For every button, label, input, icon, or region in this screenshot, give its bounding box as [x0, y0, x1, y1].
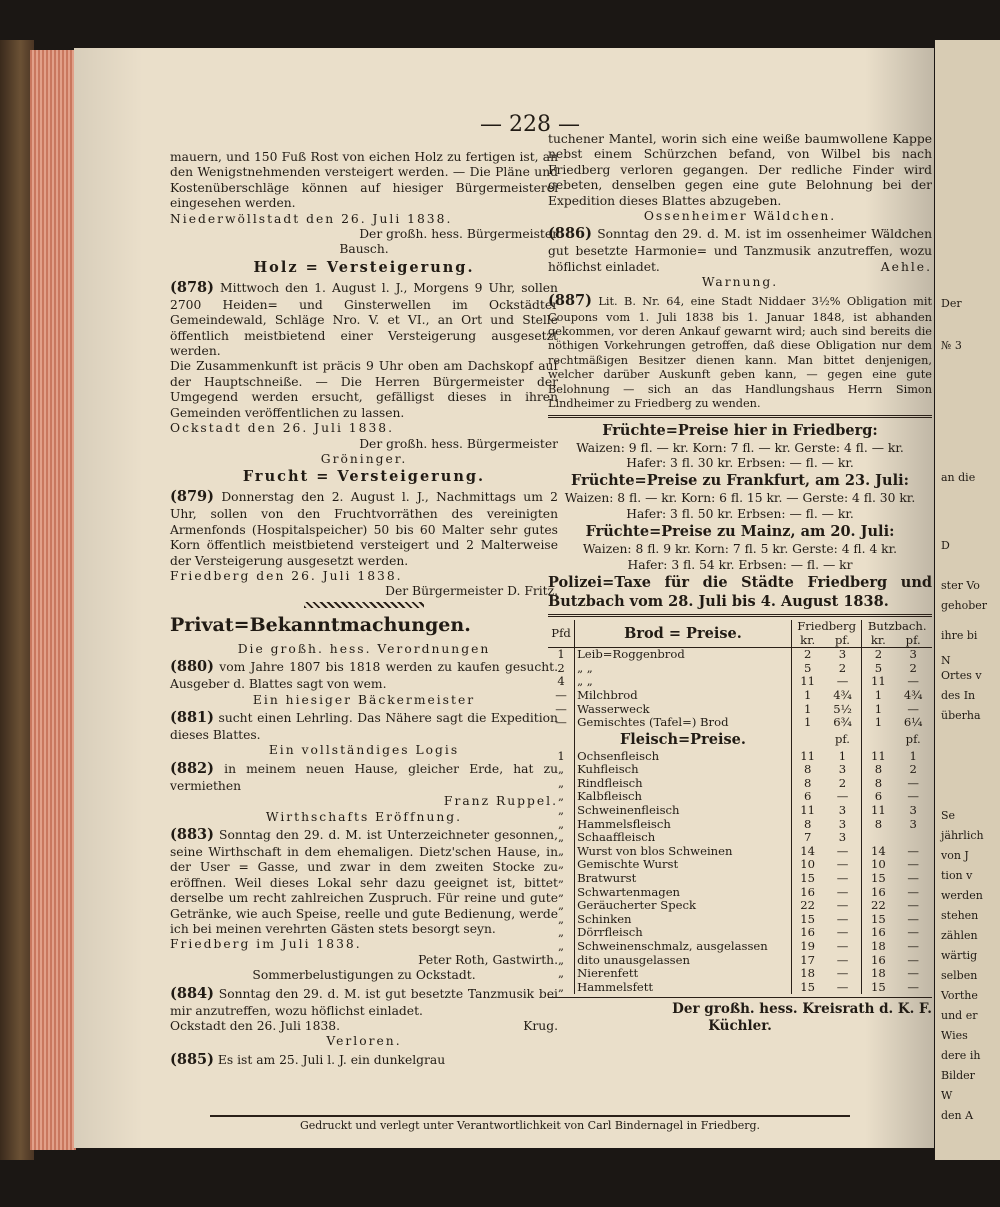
cell-friedberg-kr: 15 — [791, 913, 823, 927]
facing-page-text: W — [941, 1089, 953, 1102]
cell-item: Schweinenfleisch — [575, 804, 792, 818]
cell-item: Wasserweck — [575, 703, 792, 717]
cell-butzbach-pf: 3 — [909, 816, 917, 831]
notice-heading: Die großh. hess. Verordnungen — [237, 641, 491, 656]
unit-cell — [791, 730, 823, 750]
notice-text: Donnerstag den 2. August l. J., Nachmittags um 2 Uhr, sollen von den Fruchtvorräthen des vereinigten Armenfonds (Hospitalspeicher) 50 bis 60 Malter sehr gutes Korn öffentlich meistbietend versteigert und 2 Malterweise der Versteigerung ausgesetzt werden. — [170, 490, 558, 568]
table-row — [548, 831, 932, 845]
table-row — [548, 899, 932, 913]
cell-friedberg-kr: 18 — [791, 967, 823, 981]
cell-item: Schinken — [575, 913, 792, 927]
col-kr: kr. — [791, 634, 823, 648]
cell-item: Ochsenfleisch — [575, 750, 792, 764]
cell-friedberg-kr: 11 — [791, 675, 823, 689]
cell-butzbach-kr — [862, 831, 894, 845]
notice-882 — [170, 759, 558, 794]
col-brod: Brod = Preise. — [575, 620, 792, 648]
cell-item: Hammelsfett — [575, 981, 792, 995]
facing-page-text: von J — [941, 849, 969, 862]
price-heading: Früchte=Preise zu Frankfurt, am 23. Juli: — [571, 472, 909, 490]
unit-cell: pf. — [835, 731, 850, 746]
signature: Der großh. hess. Bürgermeister — [359, 227, 558, 242]
col-pfd: Pfd — [548, 620, 575, 648]
cell-pfd: „ — [558, 911, 565, 926]
facing-page-text: dere ih — [941, 1049, 981, 1062]
price-table — [548, 620, 932, 994]
cell-item: Dörrfleisch — [575, 926, 792, 940]
paragraph: tuchener Mantel, worin sich eine weiße baumwollene Kappe nebst einem Schürzchen befand, von Wilbel bis nach Friedberg verloren gegangen. Der redliche Finder wird gebeten, denselben gegen eine gute Belohnung bei der Expedition dieses Blattes abzugeben. — [548, 132, 932, 208]
notice-886 — [548, 224, 932, 275]
signature: Der Bürgermeister D. Fritz. — [385, 584, 558, 599]
cell-item: Schweinenschmalz, ausgelassen — [575, 940, 792, 954]
cell-pfd: — — [555, 715, 567, 730]
section-heading: Verloren. — [326, 1034, 402, 1049]
cell-butzbach-pf — [894, 831, 932, 845]
tax-heading: Polizei=Taxe für die Städte Friedberg und Butzbach vom 28. Juli bis 4. August 1838. — [548, 573, 932, 610]
place-date: Friedberg im Juli 1838. — [170, 937, 362, 952]
facing-page-text: ihre bi — [941, 629, 978, 642]
notice-text: Es ist am 25. Juli l. J. ein dunkelgrau — [217, 1052, 446, 1067]
price-heading: Früchte=Preise zu Mainz, am 20. Juli: — [585, 523, 895, 541]
cell-butzbach-kr: 8 — [862, 818, 894, 832]
cell-friedberg-kr: 10 — [791, 858, 823, 872]
cell-butzbach-pf: 6¼ — [903, 715, 923, 730]
notice-883 — [170, 825, 558, 937]
cell-pfd: „ — [558, 816, 565, 831]
divider — [548, 997, 932, 998]
notice-number: (880) — [170, 658, 214, 676]
cell-friedberg-kr: 1 — [791, 703, 823, 717]
signature-name: Aehle. — [880, 259, 932, 274]
facing-page-text: № 3 — [941, 339, 962, 352]
signature-name: Franz Ruppel. — [443, 794, 558, 809]
place-date: Ockstadt den 26. Juli 1838. — [170, 421, 394, 436]
cell-friedberg-kr: 1 — [791, 716, 823, 730]
cell-butzbach-kr: 16 — [862, 886, 894, 900]
cell-item: Milchbrod — [575, 689, 792, 703]
cell-item: Rindfleisch — [575, 777, 792, 791]
notice-text: Lit. B. Nr. 64, eine Stadt Niddaer 3½% Obligation mit Coupons vom 1. Juli 1838 bis 1. Januar 1848, ist abhanden gekommen, vor deren Ankauf gewarnt wird; auch sind bereits die nöthigen Vorkehrungen getroffen, daß diese Obligation nur dem rechtmäßigen Besitzer dienen kann. Man bittet denjenigen, welcher darüber Auskunft geben kann, — gegen eine gute Belohnung — sich an das Handlungshaus Herrn Simon Lindheimer zu Friedberg zu wenden. — [548, 294, 932, 411]
notice-text: Sonntag den 29. d. M. ist gut besetzte Tanzmusik bei mir anzutreffen, wozu höflichst einladet. — [170, 986, 558, 1018]
page-number: — 228 — — [480, 112, 580, 137]
table-row — [548, 818, 932, 832]
price-line: Waizen: 8 fl. 9 kr. Korn: 7 fl. 5 kr. Gerste: 4 fl. 4 kr. — [582, 542, 898, 557]
cell-friedberg-pf: 3 — [838, 816, 847, 831]
cell-item: dito unausgelassen — [575, 954, 792, 968]
notice-885 — [170, 1050, 558, 1070]
meat-rows — [548, 730, 932, 995]
facing-page-text: N — [941, 654, 951, 667]
unit-cell — [862, 730, 894, 750]
cell-butzbach-kr: 16 — [862, 926, 894, 940]
price-line: Waizen: 9 fl. — kr. Korn: 7 fl. — kr. Gerste: 4 fl. — kr. — [576, 440, 904, 455]
cell-friedberg-kr: 16 — [791, 926, 823, 940]
cell-item: Gemischtes (Tafel=) Brod — [575, 716, 792, 730]
col-butzbach: Butzbach. — [862, 620, 932, 634]
table-row — [548, 886, 932, 900]
cell-butzbach-pf: — — [907, 789, 919, 804]
table-row — [548, 763, 932, 777]
col-pf: pf. — [894, 634, 932, 648]
cell-butzbach-kr: 16 — [862, 954, 894, 968]
cell-friedberg-kr: 19 — [791, 940, 823, 954]
table-row — [548, 648, 932, 662]
table-row — [548, 703, 932, 717]
facing-page-text: und er — [941, 1009, 978, 1022]
cell-friedberg-kr: 1 — [791, 689, 823, 703]
table-row — [548, 662, 932, 676]
subsection-row — [548, 730, 932, 750]
paragraph: Die Zusammenkunft ist präcis 9 Uhr oben am Dachskopf auf der Hauptschneiße. — Die Herren Bürgermeister der Umgegend werden ersucht, gefälligst dieses in ihren Gemeinden veröffentlichen zu lassen. — [170, 359, 558, 420]
facing-page-text: tion v — [941, 869, 973, 882]
notice-text: Sonntag den 29. d. M. ist Unterzeichneter gesonnen, seine Wirthschaft in dem ehemaligen. Dietz'schen Hause, in der User = Gasse, und zwar in dem zweiten Stocke zu eröffnen. Weil dieses Lokal sehr dazu geeignet ist, bittet derselbe um recht zahlreichen Zuspruch. Für reine und gute Getränke, wie auch Speise, reelle und gute Bedienung, werde ich bei meinen verehrten Gästen stets besorgt seyn. — [170, 828, 558, 937]
table-row — [548, 790, 932, 804]
divider — [548, 614, 932, 617]
table-row — [548, 716, 932, 730]
cell-pfd: „ — [558, 952, 565, 967]
notice-884 — [170, 984, 558, 1019]
cell-friedberg-kr: 17 — [791, 954, 823, 968]
table-row — [548, 845, 932, 859]
cell-butzbach-pf: — — [907, 843, 919, 858]
cell-pfd: „ — [558, 762, 565, 777]
cell-friedberg-kr: 5 — [791, 662, 823, 676]
notice-881 — [170, 708, 558, 743]
table-row — [548, 750, 932, 764]
notice-text: Mittwoch den 1. August l. J., Morgens 9 Uhr, sollen 2700 Heiden= und Ginsterwellen im Ockstädter Gemeindewald, Schläge Nro. V. et VI., an Ort und Stelle öffentlich meistbietend einer Versteigerung ausgesetzt werden. — [170, 280, 558, 359]
notice-number: (883) — [170, 826, 214, 843]
facing-page-text: Wies — [941, 1029, 968, 1042]
section-heading: Warnung. — [701, 275, 779, 290]
cell-friedberg-kr: 11 — [791, 750, 823, 764]
cell-item: Hammelsfleisch — [575, 818, 792, 832]
cell-butzbach-kr: 8 — [862, 777, 894, 791]
cell-item: Wurst von blos Schweinen — [575, 845, 792, 859]
table-row — [548, 913, 932, 927]
cell-item: Schwartenmagen — [575, 886, 792, 900]
price-line: Hafer: 3 fl. 50 kr. Erbsen: — fl. — kr. — [626, 506, 854, 521]
table-row — [548, 967, 932, 981]
facing-page-text: stehen — [941, 909, 979, 922]
facing-page-text: jährlich — [941, 829, 984, 842]
table-row — [548, 689, 932, 703]
facing-page-text: D — [941, 539, 950, 552]
cell-friedberg-pf: — — [836, 952, 849, 967]
table-row — [548, 872, 932, 886]
cell-friedberg-pf: 4¾ — [833, 687, 852, 702]
cell-friedberg-pf: — — [836, 966, 849, 981]
section-heading: Holz = Versteigerung. — [253, 258, 475, 276]
facing-page-text: zählen — [941, 929, 978, 942]
facing-page-text: wärtig — [941, 949, 978, 962]
cell-butzbach-pf: 3 — [909, 647, 917, 662]
cell-pfd: 1 — [557, 647, 565, 662]
cell-butzbach-kr: 14 — [862, 845, 894, 859]
cell-butzbach-pf: 2 — [909, 762, 917, 777]
table-row — [548, 804, 932, 818]
cell-butzbach-pf: — — [907, 966, 919, 981]
notice-number: (882) — [170, 759, 214, 777]
cell-pfd: „ — [558, 775, 565, 790]
notice-text: sucht einen Lehrling. Das Nähere sagt die Expedition dieses Blattes. — [170, 710, 558, 742]
cell-friedberg-pf: 5½ — [833, 701, 852, 716]
facing-page-text: Ortes v — [941, 669, 982, 682]
cell-butzbach-pf: 4¾ — [903, 687, 923, 702]
facing-page-text: selben — [941, 969, 978, 982]
cell-friedberg-pf: 3 — [838, 830, 847, 845]
cell-friedberg-pf: — — [836, 898, 849, 913]
imprint-footer: Gedruckt und verlegt unter Verantwortlichkeit von Carl Bindernagel in Friedberg. — [210, 1115, 850, 1132]
cell-friedberg-kr: 7 — [791, 831, 823, 845]
cell-friedberg-kr: 15 — [791, 872, 823, 886]
cell-butzbach-pf: — — [907, 925, 919, 940]
cell-friedberg-pf: 3 — [838, 762, 847, 777]
facing-page-text: werden — [941, 889, 983, 902]
right-column — [548, 132, 932, 1035]
signature-name: Krug. — [523, 1019, 558, 1034]
section-heading: Frucht = Versteigerung. — [242, 468, 486, 486]
cell-butzbach-kr: 1 — [862, 716, 894, 730]
notice-879 — [170, 487, 558, 569]
cell-pfd: „ — [558, 871, 565, 886]
facing-page-text: gehober — [941, 599, 988, 612]
cell-butzbach-pf: 2 — [909, 660, 917, 675]
place-date-signature — [170, 1019, 558, 1034]
cell-friedberg-kr: 8 — [791, 763, 823, 777]
notice-number: (881) — [170, 708, 214, 726]
cell-butzbach-kr: 1 — [862, 689, 894, 703]
cell-butzbach-pf: — — [907, 911, 919, 926]
col-kr: kr. — [862, 634, 894, 648]
cell-pfd: „ — [558, 898, 565, 913]
table-row — [548, 954, 932, 968]
cell-butzbach-kr: 8 — [862, 763, 894, 777]
cell-butzbach-kr: 22 — [862, 899, 894, 913]
facing-page-text: des In — [941, 689, 976, 702]
table-header-row — [548, 620, 932, 634]
price-heading: Früchte=Preise hier in Friedberg: — [602, 421, 878, 439]
cell-friedberg-pf: 2 — [838, 775, 847, 790]
facing-page-fragment — [935, 40, 1000, 1160]
ornamental-divider — [304, 602, 424, 608]
cell-friedberg-kr: 2 — [791, 648, 823, 662]
notice-880 — [170, 657, 558, 692]
cell-pfd: „ — [558, 939, 565, 953]
cell-butzbach-kr: 11 — [862, 750, 894, 764]
cell-item: Bratwurst — [575, 872, 792, 886]
cell-friedberg-pf: 3 — [838, 803, 847, 818]
price-line: Hafer: 3 fl. 30 kr. Erbsen: — fl. — kr. — [626, 455, 854, 470]
spacer-cell — [548, 730, 575, 750]
cell-butzbach-pf: — — [907, 775, 919, 790]
cell-friedberg-pf: 1 — [838, 748, 847, 763]
signature-name: Küchler. — [708, 1018, 772, 1035]
cell-butzbach-pf: — — [907, 871, 919, 886]
cell-butzbach-pf: — — [907, 857, 919, 872]
cell-butzbach-pf: — — [907, 952, 919, 967]
price-line: Waizen: 8 fl. — kr. Korn: 6 fl. 15 kr. — Gerste: 4 fl. 30 kr. — [564, 491, 916, 506]
cell-butzbach-kr: 18 — [862, 940, 894, 954]
cell-butzbach-pf: — — [907, 939, 919, 953]
cell-friedberg-pf: — — [836, 857, 849, 872]
notice-878 — [170, 278, 558, 360]
notice-heading: Ein hiesiger Bäckermeister — [252, 692, 476, 707]
cell-friedberg-kr: 11 — [791, 804, 823, 818]
cell-butzbach-kr: 18 — [862, 967, 894, 981]
notice-887 — [548, 291, 932, 412]
col-friedberg: Friedberg — [791, 620, 862, 634]
cell-friedberg-kr: 14 — [791, 845, 823, 859]
notice-number: (878) — [170, 278, 214, 296]
cell-butzbach-kr: 1 — [862, 703, 894, 717]
cell-butzbach-pf: — — [907, 979, 919, 994]
cell-butzbach-pf: 1 — [909, 748, 917, 763]
notice-number: (886) — [548, 225, 592, 243]
cell-friedberg-pf: — — [836, 979, 849, 994]
signature: Der großh. hess. Bürgermeister — [359, 436, 558, 451]
cell-butzbach-pf: 3 — [909, 803, 917, 818]
cell-friedberg-pf: 2 — [838, 660, 847, 675]
cell-friedberg-pf: — — [836, 884, 849, 899]
cell-butzbach-kr: 6 — [862, 790, 894, 804]
cell-item: „ „ — [575, 675, 792, 689]
signature-name: Gröninger. — [320, 451, 408, 466]
notice-number: (879) — [170, 488, 214, 506]
cell-butzbach-pf: — — [907, 884, 919, 899]
cell-pfd: — — [555, 701, 567, 716]
facing-page-text: Se — [941, 809, 956, 822]
cell-pfd: „ — [558, 979, 565, 994]
notice-number: (887) — [548, 291, 592, 309]
notice-heading: Sommerbelustigungen zu Ockstadt. — [252, 968, 476, 983]
cell-friedberg-pf: — — [836, 789, 849, 804]
cell-pfd: „ — [558, 925, 565, 940]
cell-pfd: 1 — [557, 748, 565, 763]
cell-friedberg-kr: 6 — [791, 790, 823, 804]
bread-rows — [548, 648, 932, 730]
cell-item: Schaaffleisch — [575, 831, 792, 845]
cell-pfd: 2 — [557, 660, 565, 675]
cell-butzbach-pf: — — [907, 898, 919, 913]
col-pf: pf. — [824, 634, 862, 648]
cell-pfd: „ — [558, 966, 565, 981]
cell-item: Gemischte Wurst — [575, 858, 792, 872]
cell-friedberg-pf: — — [836, 939, 849, 953]
cell-friedberg-pf: — — [836, 911, 849, 926]
cell-friedberg-kr: 8 — [791, 818, 823, 832]
book-spine — [0, 40, 34, 1160]
cell-butzbach-pf: — — [907, 701, 919, 716]
cell-friedberg-pf: — — [836, 843, 849, 858]
cell-friedberg-pf: 6¾ — [833, 715, 852, 730]
facing-page-text: den A — [941, 1109, 974, 1122]
section-title: Privat=Bekanntmachungen. — [170, 613, 471, 636]
cell-pfd: „ — [558, 789, 565, 804]
left-column — [170, 150, 558, 1070]
cell-butzbach-kr: 15 — [862, 913, 894, 927]
cell-butzbach-kr: 10 — [862, 858, 894, 872]
facing-page-text: überha — [941, 709, 981, 722]
cell-pfd: „ — [558, 857, 565, 872]
cell-item: Kalbfleisch — [575, 790, 792, 804]
notice-heading: Wirthschafts Eröffnung. — [265, 809, 463, 824]
facing-page-text: Vorthe — [941, 989, 978, 1002]
cell-pfd: — — [555, 687, 567, 702]
cell-friedberg-pf: — — [836, 674, 849, 689]
facing-page-text: ster Vo — [941, 579, 980, 592]
cell-pfd: „ — [558, 843, 565, 858]
signature-name: Peter Roth, Gastwirth. — [418, 952, 558, 967]
cell-butzbach-kr: 2 — [862, 648, 894, 662]
signature-name: Bausch. — [339, 242, 389, 257]
cell-item: Leib=Roggenbrod — [575, 648, 792, 662]
cell-butzbach-pf: — — [907, 674, 919, 689]
place-date: Ockstadt den 26. Juli 1838. — [170, 1019, 340, 1034]
cell-pfd: 4 — [557, 674, 565, 689]
cell-friedberg-pf: — — [836, 925, 849, 940]
table-row — [548, 926, 932, 940]
page-edges — [30, 50, 76, 1150]
notice-text: Sonntag den 29. d. M. ist im ossenheimer Wäldchen gut besetzte Harmonie= und Tanzmusik anzutreffen, wozu höflichst einladet. — [548, 227, 932, 274]
notice-number: (884) — [170, 984, 214, 1002]
cell-friedberg-pf: 3 — [838, 647, 847, 662]
section-heading: Ossenheimer Wäldchen. — [643, 209, 837, 224]
cell-friedberg-pf: — — [836, 871, 849, 886]
table-row — [548, 675, 932, 689]
cell-pfd: „ — [558, 884, 565, 899]
cell-butzbach-kr: 15 — [862, 981, 894, 995]
place-date: Friedberg den 26. Juli 1838. — [170, 568, 403, 583]
cell-friedberg-kr: 8 — [791, 777, 823, 791]
place-date: Niederwöllstadt den 26. Juli 1838. — [170, 211, 453, 226]
price-line: Hafer: 3 fl. 54 kr. Erbsen: — fl. — kr — [627, 557, 853, 572]
notice-number: (885) — [170, 1050, 214, 1068]
cell-item: „ „ — [575, 662, 792, 676]
cell-pfd: „ — [558, 803, 565, 818]
table-row — [548, 981, 932, 995]
facing-page-text: an die — [941, 471, 976, 484]
cell-butzbach-kr: 15 — [862, 872, 894, 886]
cell-item: Geräucherter Speck — [575, 899, 792, 913]
cell-pfd: „ — [558, 830, 565, 845]
cell-friedberg-kr: 16 — [791, 886, 823, 900]
cell-item: Nierenfett — [575, 967, 792, 981]
table-row — [548, 777, 932, 791]
notice-text: vom Jahre 1807 bis 1818 werden zu kaufen gesucht. Ausgeber d. Blattes sagt von wem. — [170, 660, 558, 692]
facing-page-text: Bilder — [941, 1069, 975, 1082]
paragraph: mauern, und 150 Fuß Rost von eichen Holz zu fertigen ist, an den Wenigstnehmenden versteigert werden. — Die Pläne und Kostenüberschläge können auf hiesiger Bürgermeisterei eingesehen werden. — [170, 150, 558, 211]
cell-item: Kuhfleisch — [575, 763, 792, 777]
table-row — [548, 858, 932, 872]
notice-heading: Ein vollständiges Logis — [268, 743, 460, 758]
cell-butzbach-kr: 11 — [862, 804, 894, 818]
cell-butzbach-kr: 11 — [862, 675, 894, 689]
notice-text: in meinem neuen Hause, gleicher Erde, hat zu vermiethen — [170, 761, 558, 793]
cell-friedberg-kr: 22 — [791, 899, 823, 913]
unit-cell: pf. — [905, 731, 921, 746]
facing-page-text: Der — [941, 297, 962, 310]
cell-butzbach-kr: 5 — [862, 662, 894, 676]
table-row — [548, 940, 932, 954]
cell-friedberg-kr: 15 — [791, 981, 823, 995]
signature: Der großh. hess. Kreisrath d. K. F. — [672, 1001, 932, 1018]
divider — [548, 415, 932, 418]
meat-heading: Fleisch=Preise. — [575, 730, 792, 750]
